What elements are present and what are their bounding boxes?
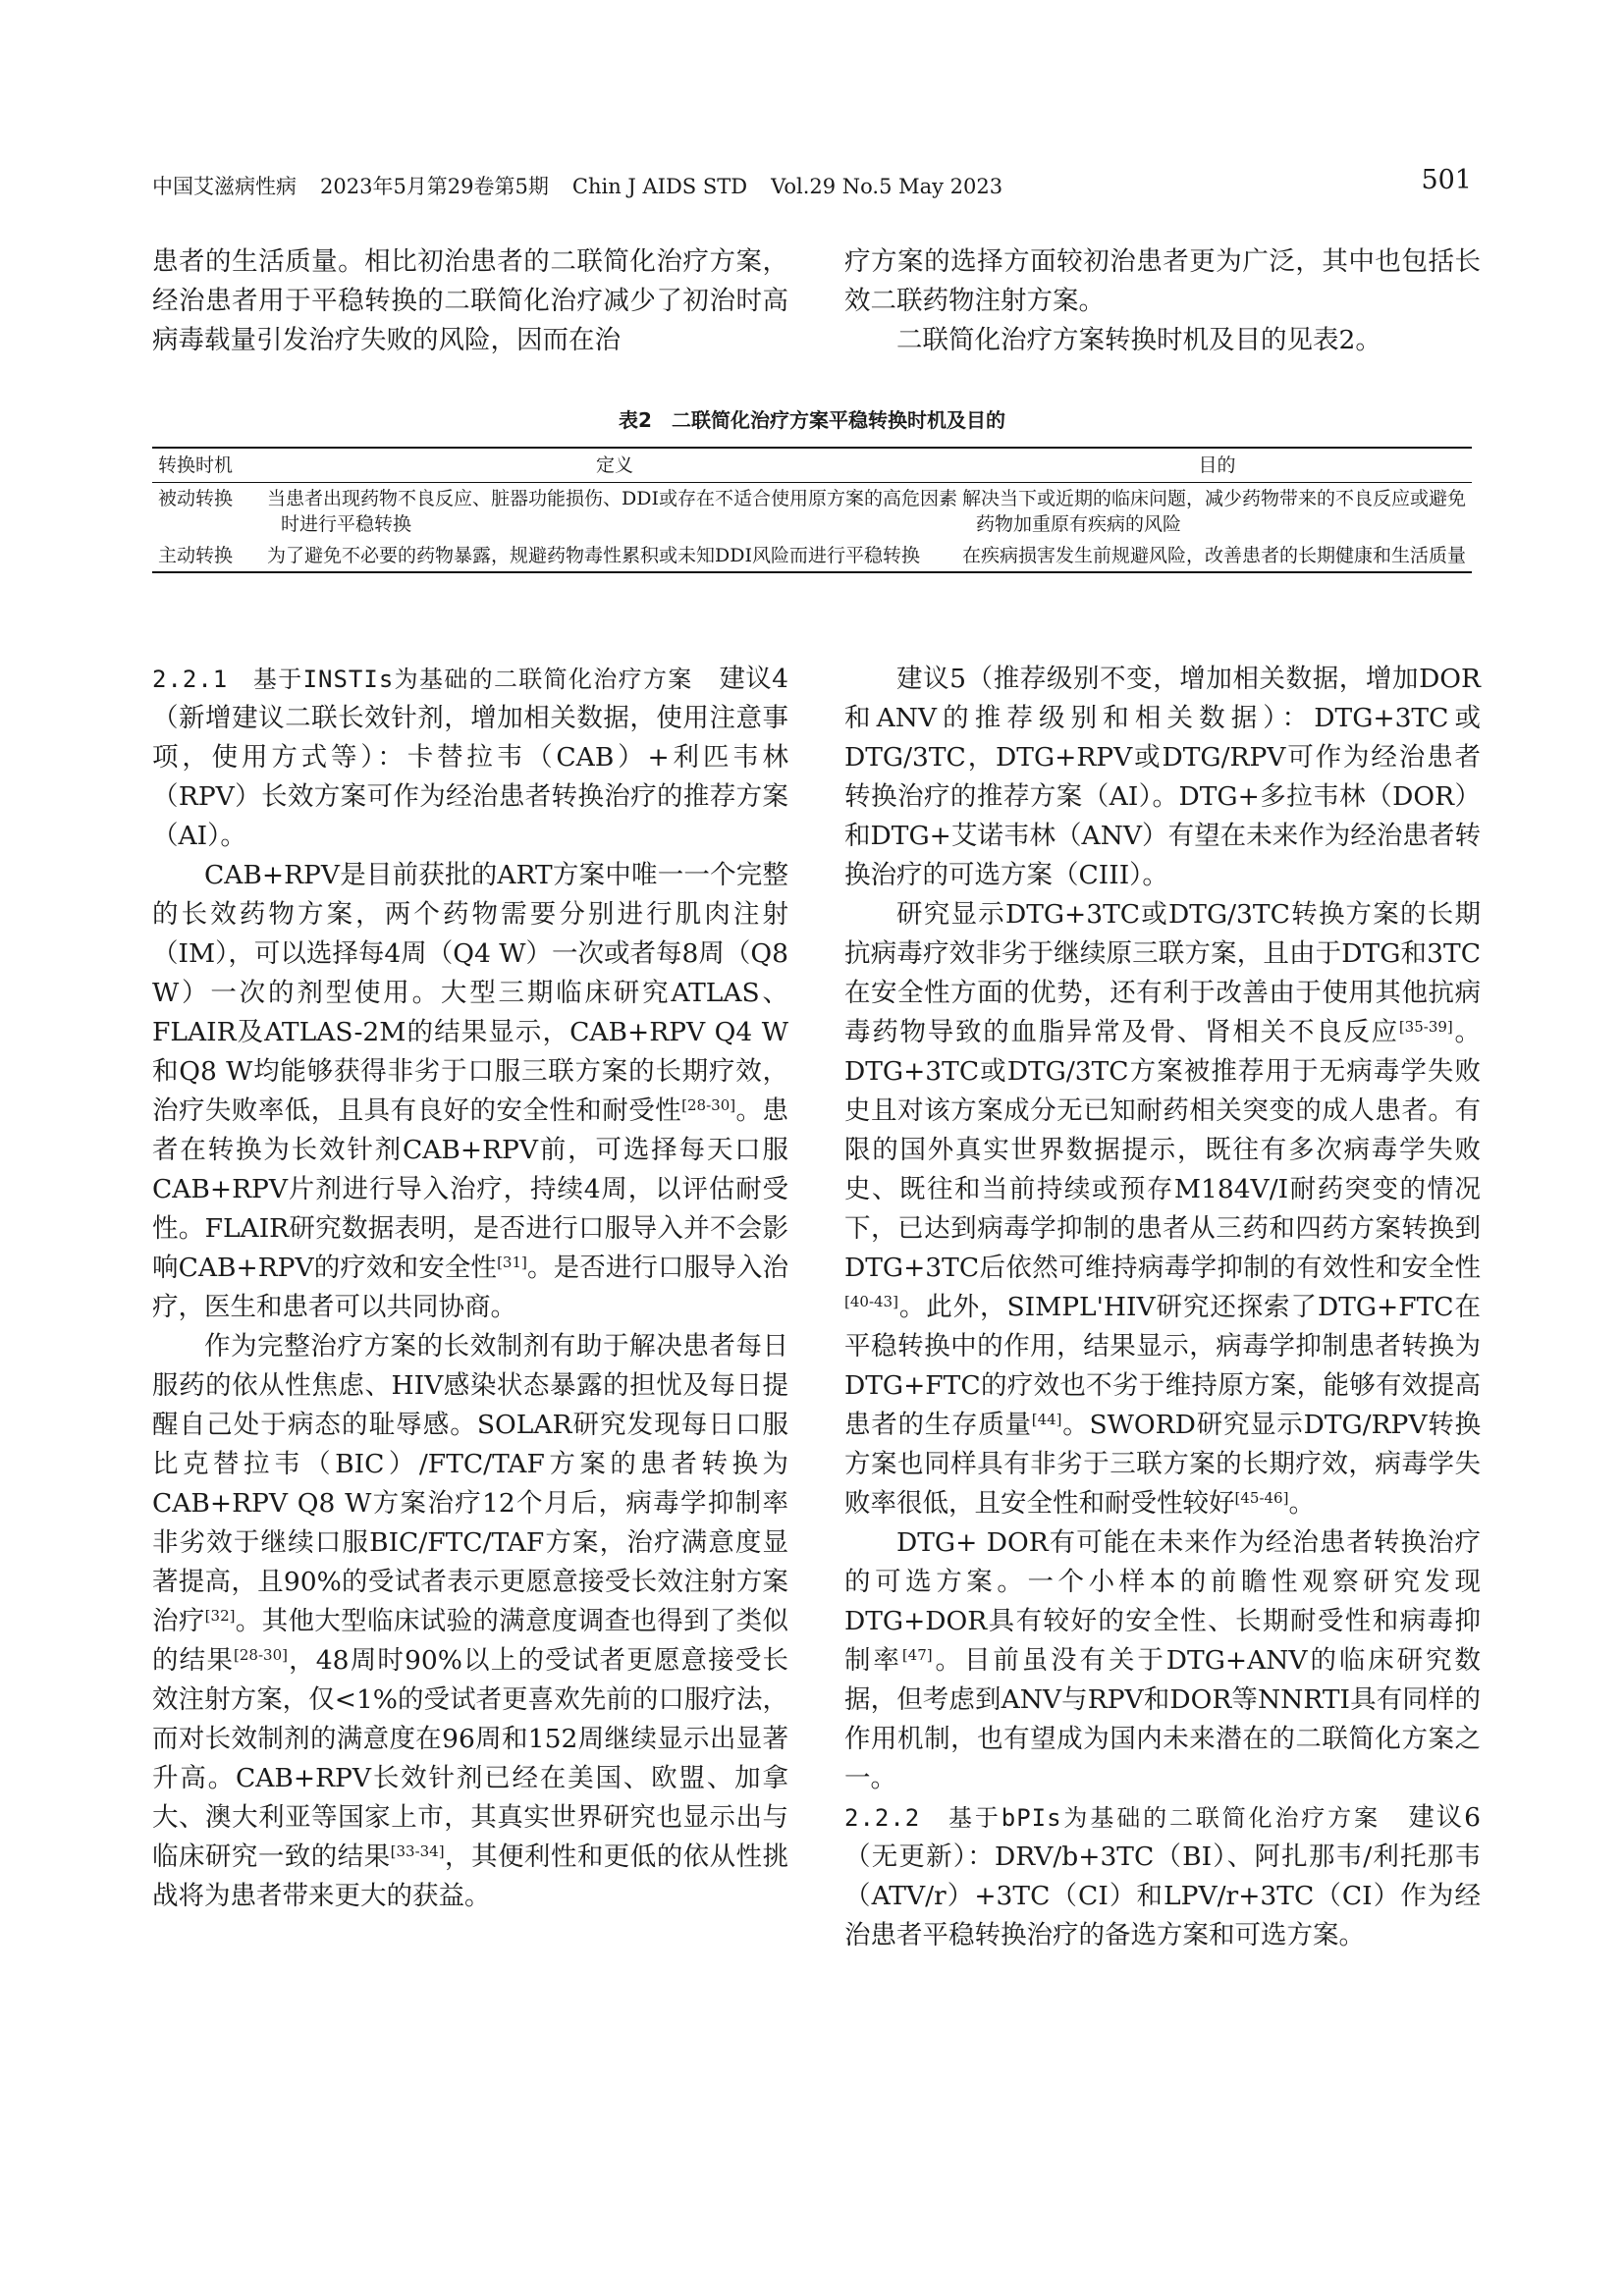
section-2-2-1 <box>152 660 788 856</box>
switch-timing-table <box>152 447 1472 573</box>
citation: [33-34] <box>390 1842 445 1860</box>
journal-name-en: Chin J AIDS STD <box>571 175 748 198</box>
section-heading: 2.2.2 基于bPIs为基础的二联简化治疗方案 <box>844 1804 1380 1832</box>
table-cell-purpose: 在疾病损害发生前规避风险，改善患者的长期健康和生活质量 <box>962 545 1467 566</box>
column-header-definition: 定义 <box>595 454 633 476</box>
paragraph: 二联简化治疗方案转换时机及目的见表2。 <box>896 325 1381 355</box>
table-row <box>152 540 1472 572</box>
citation: [28-30] <box>234 1646 288 1664</box>
citation: [35-39] <box>1398 1018 1453 1036</box>
table-cell-definition: 为了避免不必要的药物暴露，规避药物毒性累积或未知DDI风险而进行平稳转换 <box>267 545 920 566</box>
table-cell-timing: 主动转换 <box>158 545 234 566</box>
running-header <box>152 165 1472 204</box>
journal-name-cn: 中国艾滋病性病 <box>152 175 297 198</box>
column-header-purpose: 目的 <box>1198 454 1236 476</box>
text-run: 。DTG+3TC或DTG/3TC方案被推荐用于无病毒学失败史且对该方案成分无已知耐药相关突变的成人患者。有限的国外真实世界数据提示，既往有多次病毒学失败史、既往和当前持续或预存M184V/I耐药突变的情况下，已达到病毒学抑制的患者从三药和四药方案转换到DTG+3TC后依然可维持病毒学抑制的有效性和安全性 <box>844 1017 1482 1283</box>
text-run: 。SWORD研究显示DTG/RPV转换方案也同样具有非劣于三联方案的长期疗效，病毒学失败率很低，且安全性和耐受性较好 <box>844 1410 1482 1519</box>
paragraph: 患者的生活质量。相比初治患者的二联简化治疗方案，经治患者用于平稳转换的二联简化治疗减少了初治时高病毒载量引发治疗失败的风险，因而在治 <box>152 246 788 355</box>
table-title: 表2 二联简化治疗方案平稳转换时机及目的 <box>619 408 1005 432</box>
text-run: ，其便利性和更低的依从性挑战将为患者带来更大的获益。 <box>152 1842 789 1911</box>
citation: [45-46] <box>1234 1489 1289 1507</box>
table-2 <box>152 404 1472 573</box>
citation: [28-30] <box>681 1096 736 1114</box>
section-2-2-2 <box>844 1798 1481 1955</box>
citation: [31] <box>497 1254 527 1271</box>
paragraph <box>152 1327 788 1916</box>
table-row <box>152 483 1472 541</box>
recommendation-6: 建议6（无更新）：DRV/b+3TC（BI）、阿扎那韦/利托那韦（ATV/r）+3TC（CI）和LPV/r+3TC（CI）作为经治患者平稳转换治疗的备选方案和可选方案。 <box>844 1802 1481 1950</box>
table-cell-purpose: 解决当下或近期的临床问题，减少药物带来的不良反应或避免药物加重原有疾病的风险 <box>962 488 1467 535</box>
citation: [32] <box>204 1607 236 1625</box>
section-heading: 2.2.1 基于INSTIs为基础的二联简化治疗方案 <box>152 666 693 693</box>
page-number: 501 <box>1421 165 1472 195</box>
issue-cn: 2023年5月第29卷第5期 <box>320 175 549 198</box>
top-right-column <box>844 242 1481 360</box>
table-cell-definition: 当患者出现药物不良反应、脏器功能损伤、DDI或存在不适合使用原方案的高危因素时进行平稳转换 <box>267 488 957 535</box>
text-run: 。 <box>1288 1488 1315 1519</box>
paragraph <box>844 895 1481 1523</box>
right-column <box>844 660 1481 1955</box>
recommendation-4: 建议4（新增建议二联长效针剂，增加相关数据，使用注意事项，使用方式等）：卡替拉韦（CAB）+利匹韦林（RPV）长效方案可作为经治患者转换治疗的推荐方案（AI）。 <box>152 664 788 851</box>
issue-en: Vol.29 No.5 May 2023 <box>771 175 1003 198</box>
paragraph: 疗方案的选择方面较初治患者更为广泛，其中也包括长效二联药物注射方案。 <box>844 246 1481 316</box>
text-run: 。此外，SIMPL'HIV研究还探索了DTG+FTC在平稳转换中的作用，结果显示，病毒学抑制患者转换为DTG+FTC的疗效也不劣于维持原方案，能够有效提高患者的生存质量 <box>844 1292 1481 1440</box>
text-run: CAB+RPV是目前获批的ART方案中唯一一个完整的长效药物方案，两个药物需要分别进行肌肉注射（IM），可以选择每4周（Q4 W）一次或者每8周（Q8 W）一次的剂型使用。大型三期临床研究ATLAS、FLAIR及ATLAS-2M的结果显示，CAB+RPV Q4 W和Q8 W均能够获得非劣于口服三联方案的长期疗效，治疗失败率低，且具有良好的安全性和耐受性 <box>152 860 788 1126</box>
citation: [44] <box>1031 1411 1062 1428</box>
table-header-row <box>152 448 1472 483</box>
text-run: 。患者在转换为长效针剂CAB+RPV前，可选择每天口服CAB+RPV片剂进行导入治疗，持续4周，以评估耐受性。FLAIR研究数据表明，是否进行口服导入并不会影响CAB+RPV的疗效和安全性 <box>152 1095 789 1283</box>
table-cell-timing: 被动转换 <box>158 488 234 509</box>
text-run: 。目前虽没有关于DTG+ANV的临床研究数据，但考虑到ANV与RPV和DOR等NNRTI具有同样的作用机制，也有望成为国内未来潜在的二联简化方案之一。 <box>844 1645 1482 1793</box>
text-run: 研究显示DTG+3TC或DTG/3TC转换方案的长期抗病毒疗效非劣于继续原三联方案，且由于DTG和3TC在安全性方面的优势，还有利于改善由于使用其他抗病毒药物导致的血脂异常及骨、肾相关不良反应 <box>844 899 1481 1047</box>
paragraph <box>152 856 788 1327</box>
text-run: 。是否进行口服导入治疗，医生和患者可以共同协商。 <box>152 1253 789 1322</box>
left-column <box>152 660 788 1916</box>
journal-info <box>152 171 1026 200</box>
text-run: DTG+ DOR有可能在未来作为经治患者转换治疗的可选方案。一个小样本的前瞻性观察研究发现DTG+DOR具有较好的安全性、长期耐受性和病毒抑制率 <box>844 1527 1481 1676</box>
text-run: 作为完整治疗方案的长效制剂有助于解决患者每日服药的依从性焦虑、HIV感染状态暴露的担忧及每日提醒自己处于病态的耻辱感。SOLAR研究发现每日口服比克替拉韦（BIC）/FTC/TAF方案的患者转换为CAB+RPV Q8 W方案治疗12个月后，病毒学抑制率非劣效于继续口服BIC/FTC/TAF方案，治疗满意度显著提高，且90%的受试者表示更愿意接受长效注射方案治疗 <box>152 1331 788 1636</box>
recommendation-5: 建议5（推荐级别不变，增加相关数据，增加DOR和ANV的推荐级别和相关数据）：DTG+3TC或DTG/3TC，DTG+RPV或DTG/RPV可作为经治患者转换治疗的推荐方案（AI）。DTG+多拉韦林（DOR）和DTG+艾诺韦林（ANV）有望在未来作为经治患者转换治疗的可选方案（CIII）。 <box>844 664 1481 890</box>
column-header-timing: 转换时机 <box>158 454 234 476</box>
paragraph <box>844 1523 1481 1798</box>
text-run: ，48周时90%以上的受试者更愿意接受长效注射方案，仅<1%的受试者更喜欢先前的口服疗法，而对长效制剂的满意度在96周和152周继续显示出显著升高。CAB+RPV长效针剂已经在美国、欧盟、加拿大、澳大利亚等国家上市，其真实世界研究也显示出与临床研究一致的结果 <box>152 1645 788 1872</box>
top-left-column <box>152 242 788 360</box>
citation: [40-43] <box>844 1293 898 1310</box>
text-run: 。其他大型临床试验的满意度调查也得到了类似的结果 <box>152 1606 789 1676</box>
citation: [47] <box>901 1646 933 1664</box>
